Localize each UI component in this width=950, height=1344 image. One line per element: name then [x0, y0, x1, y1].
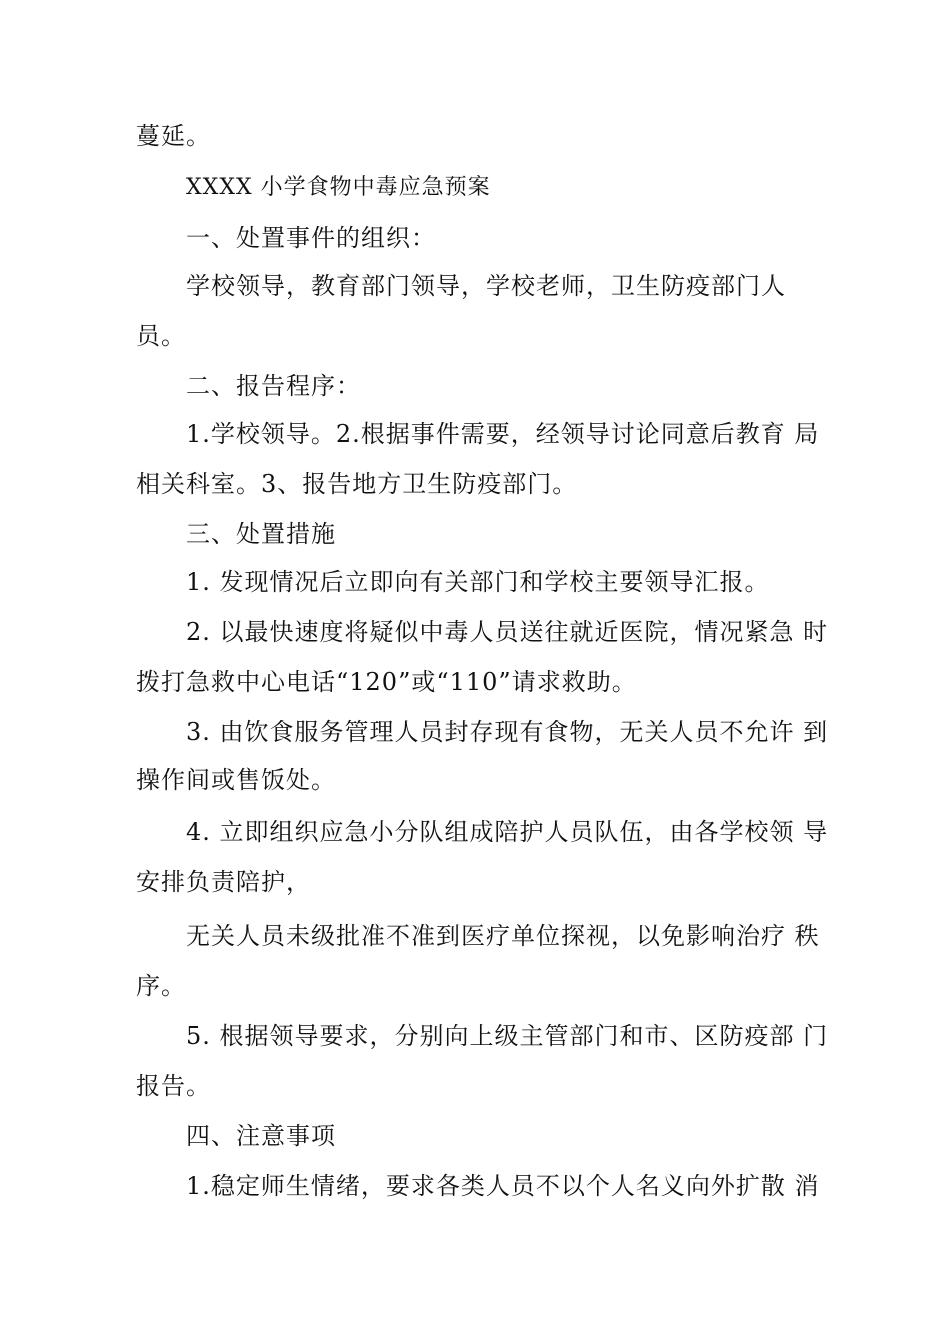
paragraph-line: 操作间或售饭处。 [136, 766, 336, 794]
paragraph-line: 报告。 [136, 1072, 211, 1100]
section-title: XXXX 小学食物中毒应急预案 [186, 175, 491, 200]
paragraph-line: 拨打急救中心电话“120”或“110”请求救助。 [136, 668, 637, 696]
paragraph-line: 相关科室。3、报告地方卫生防疫部门。 [136, 470, 578, 498]
paragraph-line: 学校领导，教育部门领导，学校老师，卫生防疫部门人 [186, 272, 786, 300]
paragraph-line: 1.学校领导。2.根据事件需要，经领导讨论同意后教育 局 [186, 420, 820, 448]
heading-measures: 三、处置措施 [186, 520, 336, 548]
heading-organization: 一、处置事件的组织： [186, 224, 436, 252]
paragraph-line: 序。 [136, 972, 186, 1000]
heading-report-procedure: 二、报告程序： [186, 372, 361, 400]
paragraph-line: 3. 由饮食服务管理人员封存现有食物，无关人员不允许 到 [186, 718, 829, 746]
paragraph-line: 2. 以最快速度将疑似中毒人员送往就近医院，情况紧急 时 [186, 618, 829, 646]
paragraph-line: 5. 根据领导要求，分别向上级主管部门和市、区防疫部 门 [186, 1022, 829, 1050]
paragraph-line: 1.稳定师生情绪，要求各类人员不以个人名义向外扩散 消 [186, 1172, 820, 1200]
paragraph-line: 安排负责陪护， [136, 868, 311, 896]
paragraph-line: 员。 [136, 322, 186, 350]
paragraph-line: 无关人员未级批准不准到医疗单位探视，以免影响治疗 秩 [186, 922, 820, 950]
heading-notes: 四、注意事项 [186, 1122, 336, 1150]
paragraph-line: 1. 发现情况后立即向有关部门和学校主要领导汇报。 [186, 568, 770, 596]
paragraph-line: 4. 立即组织应急小分队组成陪护人员队伍，由各学校领 导 [186, 818, 829, 846]
text-line-continuation: 蔓延。 [136, 122, 211, 150]
